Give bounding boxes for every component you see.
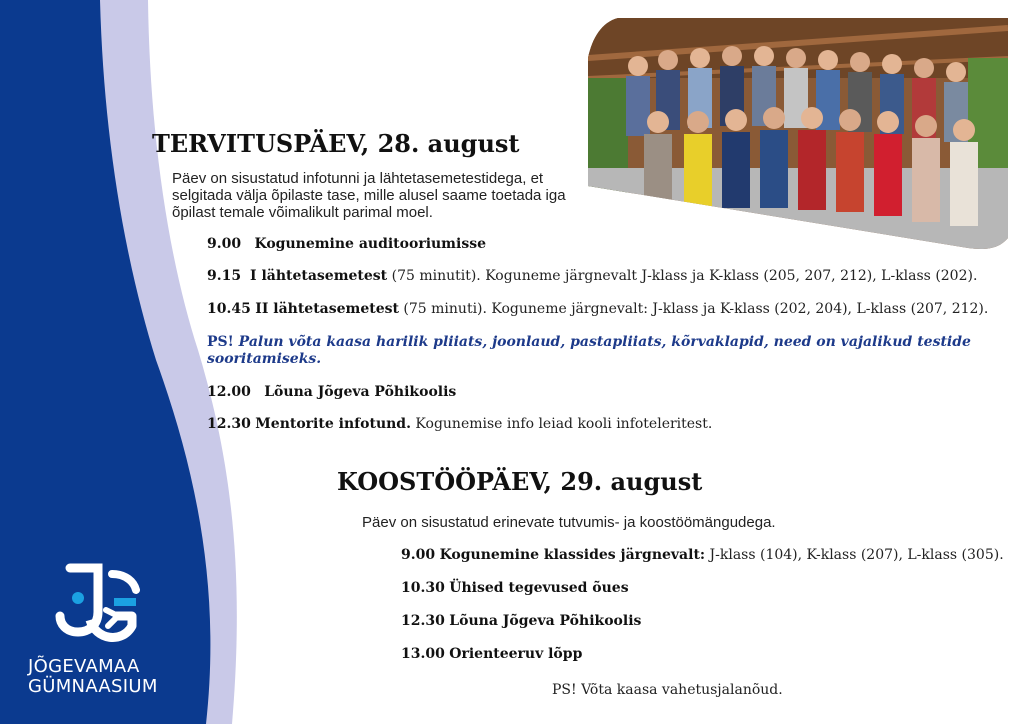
day1-item-1 — [207, 236, 486, 252]
day2-item-2 — [401, 580, 629, 596]
item-detail: Kogunemise info leiad kooli infoteleritest. — [410, 416, 713, 432]
item-time: 10.45 — [207, 301, 251, 317]
item-time: 9.00 — [401, 547, 436, 563]
day1-item-5 — [207, 416, 712, 432]
item-detail: (75 minutit). Koguneme järgnevalt J-klass ja K-klass (205, 207, 212), L-klass (202). — [387, 268, 978, 284]
item-title: Kogunemine klassides järgnevalt: — [439, 547, 706, 563]
item-title: Orienteeruv lõpp — [449, 646, 583, 662]
day2-intro: Päev on sisustatud erinevate tutvumis- ja koostöömängudega. — [362, 514, 776, 531]
note-text: Palun võta kaasa harilik pliiats, joonlaud, pastapliiats, kõrvaklapid, need on vajalikud testide sooritamiseks. — [207, 334, 971, 367]
school-name-line1: JÕGEVAMAA — [28, 656, 140, 677]
school-name-line2: GÜMNAASIUM — [28, 676, 158, 697]
day2-item-1 — [401, 547, 1004, 563]
item-title: Kogunemine auditooriumisse — [254, 236, 486, 252]
item-time: 10.30 — [401, 580, 445, 596]
school-name — [28, 657, 208, 697]
day1-item-2 — [207, 268, 977, 284]
item-title: I lähtetasemetest — [250, 268, 388, 284]
item-time: 12.30 — [401, 613, 445, 629]
day1-item-3 — [207, 301, 988, 317]
item-detail: (75 minuti). Koguneme järgnevalt: J-klass ja K-klass (202, 204), L-klass (207, 212). — [398, 301, 989, 317]
item-detail: J-klass (104), K-klass (207), L-klass (305). — [705, 547, 1004, 563]
item-time: 12.30 — [207, 416, 251, 432]
item-title: II lähtetasemetest — [255, 301, 399, 317]
day2-item-4 — [401, 646, 582, 662]
group-photo — [588, 18, 1008, 250]
day2-title: KOOSTÖÖPÄEV, 29. august — [337, 467, 703, 496]
item-title: Lõuna Jõgeva Põhikoolis — [264, 384, 457, 400]
day1-title: TERVITUSPÄEV, 28. august — [152, 129, 520, 158]
day1-supplies-note — [207, 334, 977, 368]
item-time: 9.15 — [207, 268, 242, 284]
day1-intro: Päev on sisustatud infotunni ja lähtetasemetestidega, et selgitada välja õpilaste tase, mille alusel saame toetada iga õpilast temale võimalikult parimal moel. — [172, 170, 566, 221]
item-time: 12.00 — [207, 384, 251, 400]
day1-item-4 — [207, 384, 456, 400]
note-ps-label: PS! — [207, 334, 234, 350]
day2-footer-note: PS! Võta kaasa vahetusjalanõud. — [552, 682, 783, 698]
day2-item-3 — [401, 613, 641, 629]
item-title: Mentorite infotund. — [255, 416, 411, 432]
item-time: 13.00 — [401, 646, 445, 662]
people-row-front — [644, 107, 978, 226]
item-time: 9.00 — [207, 236, 242, 252]
item-title: Lõuna Jõgeva Põhikoolis — [449, 613, 642, 629]
school-logo-icon — [52, 560, 142, 650]
item-title: Ühised tegevused õues — [449, 580, 629, 596]
